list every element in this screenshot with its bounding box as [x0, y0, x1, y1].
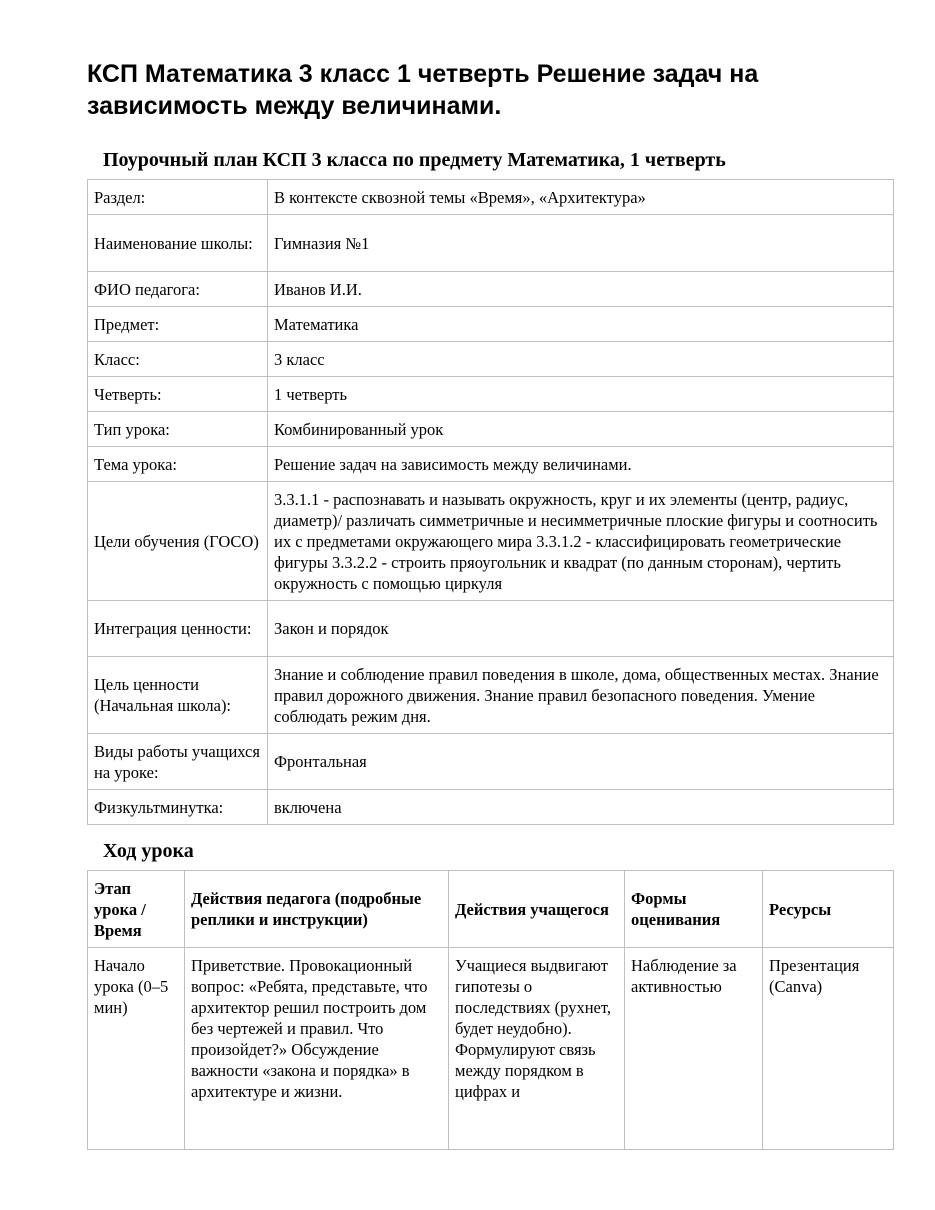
table-row: [88, 180, 894, 215]
table-row: [88, 790, 894, 825]
row-value: 1 четверть: [268, 377, 894, 412]
table-row: [88, 307, 894, 342]
table-row: [88, 601, 894, 657]
table-header-row: [88, 871, 894, 948]
row-label: Наименование школы:: [88, 215, 268, 272]
lesson-info-table: [87, 179, 894, 825]
row-value: Знание и соблюдение правил поведения в школе, дома, общественных местах. Знание правил дорожного движения. Знание правил безопасного поведения. Умение соблюдать режим дня.: [268, 657, 894, 734]
row-label: Раздел:: [88, 180, 268, 215]
plan-heading: Поурочный план КСП 3 класса по предмету Математика, 1 четверть: [103, 149, 726, 171]
row-label: Тип урока:: [88, 412, 268, 447]
row-label: Четверть:: [88, 377, 268, 412]
table-row: [88, 412, 894, 447]
table-row: [88, 215, 894, 272]
row-value: Фронтальная: [268, 734, 894, 790]
lesson-flow-table: [87, 870, 894, 1150]
column-header: Действия педагога (подробные реплики и инструкции): [185, 871, 449, 948]
lesson-heading: Ход урока: [103, 840, 194, 862]
row-value: 3 класс: [268, 342, 894, 377]
table-row: [88, 657, 894, 734]
row-value: Решение задач на зависимость между величинами.: [268, 447, 894, 482]
row-value: 3.3.1.1 - распознавать и называть окружность, круг и их элементы (центр, радиус, диаметр)/ различать симметричные и несимметричные плоские фигуры и соотносить их с предметами окружающего мира 3.3.1.2 - классифицировать геометрические фигуры 3.3.2.2 - строить пряоугольник и квадрат (по данным сторонам), чертить окружность с помощью циркуля: [268, 482, 894, 601]
row-value: Закон и порядок: [268, 601, 894, 657]
column-header: Формы оценивания: [625, 871, 763, 948]
row-value: Иванов И.И.: [268, 272, 894, 307]
row-label: Тема урока:: [88, 447, 268, 482]
document-title: КСП Математика 3 класс 1 четверть Решение задач на зависимость между величинами.: [87, 60, 759, 120]
row-value: Гимназия №1: [268, 215, 894, 272]
table-row: [88, 734, 894, 790]
row-label: ФИО педагога:: [88, 272, 268, 307]
cell-stage: Начало урока (0–5 мин): [88, 948, 185, 1150]
row-value: Комбинированный урок: [268, 412, 894, 447]
row-value: включена: [268, 790, 894, 825]
row-label: Цель ценности (Начальная школа):: [88, 657, 268, 734]
row-label: Физкультминутка:: [88, 790, 268, 825]
table-row: [88, 377, 894, 412]
column-header: Этап урока / Время: [88, 871, 185, 948]
cell-resources: Презентация (Canva): [763, 948, 894, 1150]
row-label: Интеграция ценности:: [88, 601, 268, 657]
column-header: Ресурсы: [763, 871, 894, 948]
row-value: В контексте сквозной темы «Время», «Архитектура»: [268, 180, 894, 215]
table-row: [88, 482, 894, 601]
row-label: Предмет:: [88, 307, 268, 342]
row-label: Класс:: [88, 342, 268, 377]
table-row: [88, 272, 894, 307]
cell-teacher-actions: Приветствие. Провокационный вопрос: «Ребята, представьте, что архитектор решил построить дом без чертежей и правил. Что произойдет?» Обсуждение важности «закона и порядка» в архитектуре и жизни.: [185, 948, 449, 1150]
column-header: Действия учащегося: [449, 871, 625, 948]
row-value: Математика: [268, 307, 894, 342]
row-label: Цели обучения (ГОСО): [88, 482, 268, 601]
table-row: [88, 342, 894, 377]
row-label: Виды работы учащихся на уроке:: [88, 734, 268, 790]
table-row: [88, 447, 894, 482]
table-row: [88, 948, 894, 1150]
cell-assessment: Наблюдение за активностью: [625, 948, 763, 1150]
cell-student-actions: Учащиеся выдвигают гипотезы о последствиях (рухнет, будет неудобно). Формулируют связь между порядком в цифрах и: [449, 948, 625, 1150]
